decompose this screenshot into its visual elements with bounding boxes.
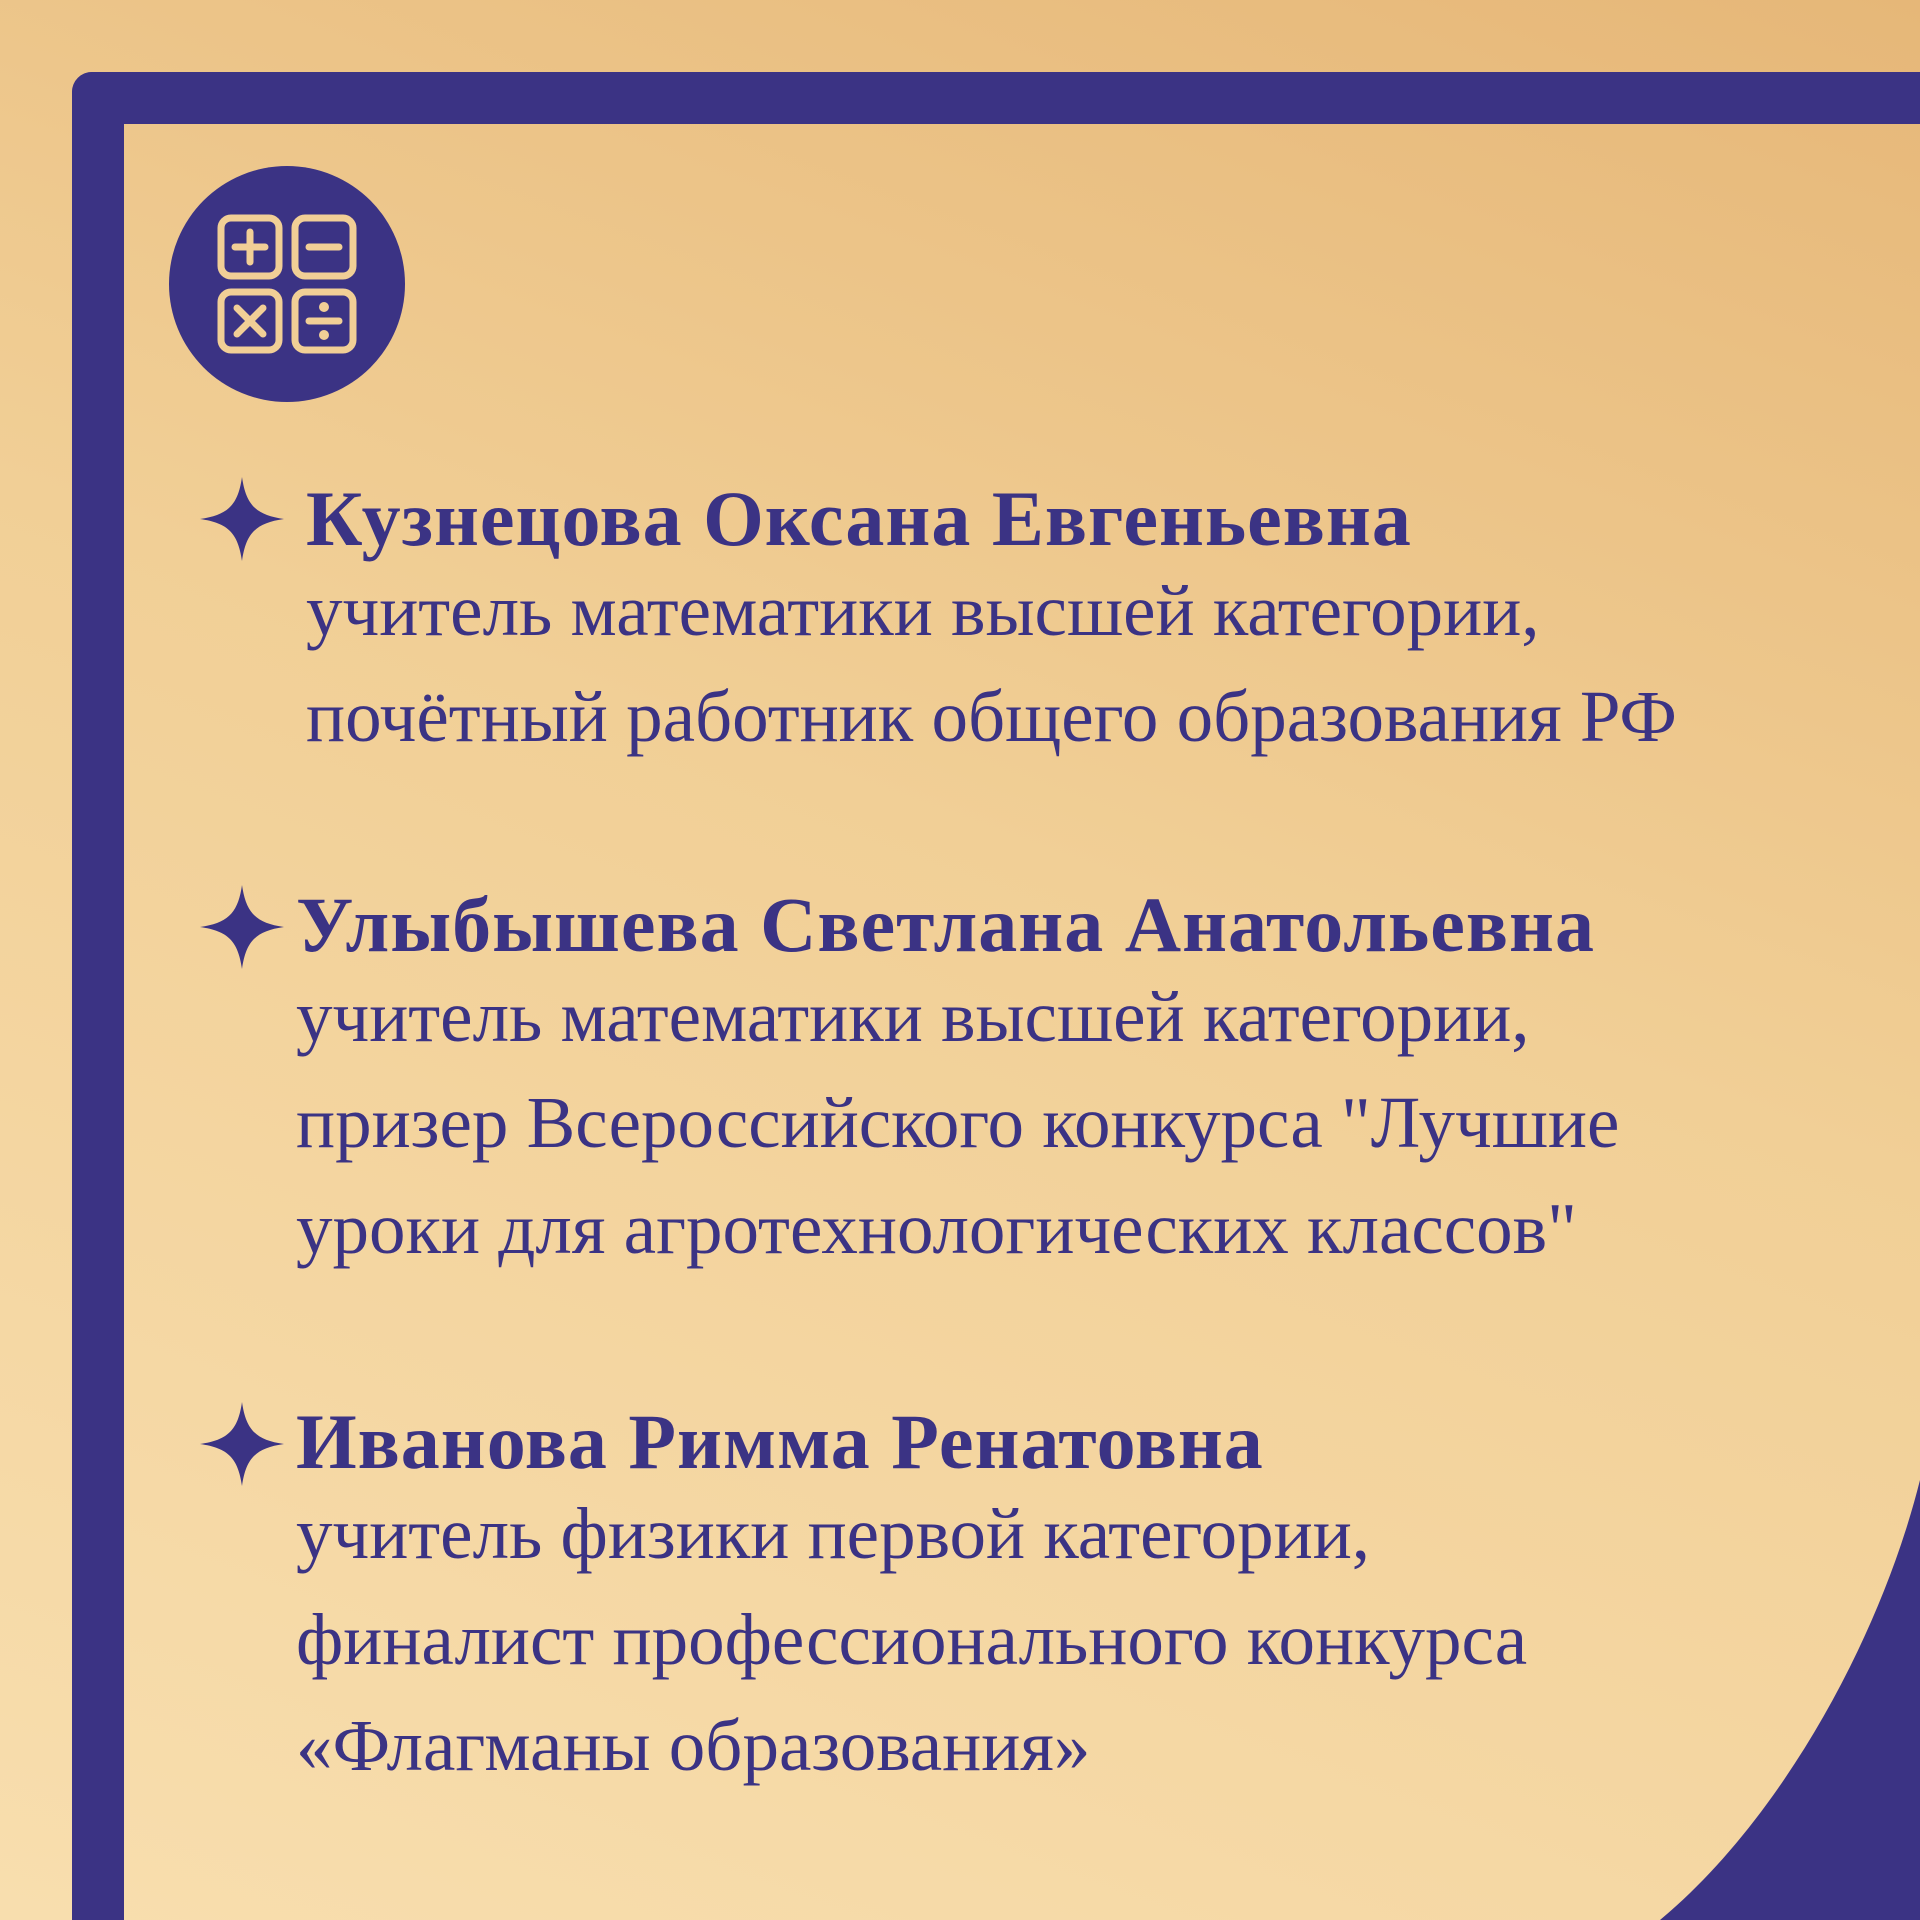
- frame-top-bar: [72, 72, 1920, 124]
- star-bullet-icon: [200, 1402, 284, 1486]
- description-line: призер Всероссийского конкурса "Лучшие: [296, 1082, 1620, 1163]
- description-line: учитель физики первой категории,: [296, 1493, 1371, 1574]
- teacher-description: [306, 558, 1677, 770]
- calculator-badge: [169, 166, 405, 402]
- teacher-name: Улыбышева Светлана Анатольевна: [296, 881, 1595, 968]
- star-bullet-icon: [200, 885, 284, 969]
- description-line: «Флагманы образования»: [296, 1705, 1091, 1786]
- description-line: учитель математики высшей категории,: [306, 570, 1540, 651]
- calculator-operations-icon: [169, 166, 405, 402]
- description-line: финалист профессионального конкурса: [296, 1599, 1528, 1680]
- frame-left-bar: [72, 72, 124, 1920]
- description-line: почётный работник общего образования РФ: [306, 676, 1677, 757]
- teacher-description: [296, 1481, 1527, 1799]
- teacher-name: Иванова Римма Ренатовна: [296, 1398, 1264, 1485]
- description-line: учитель математики высшей категории,: [296, 976, 1530, 1057]
- teacher-name: Кузнецова Оксана Евгеньевна: [306, 475, 1412, 562]
- star-bullet-icon: [200, 477, 284, 561]
- teacher-description: [296, 964, 1619, 1282]
- description-line: уроки для агротехнологических классов": [296, 1188, 1577, 1269]
